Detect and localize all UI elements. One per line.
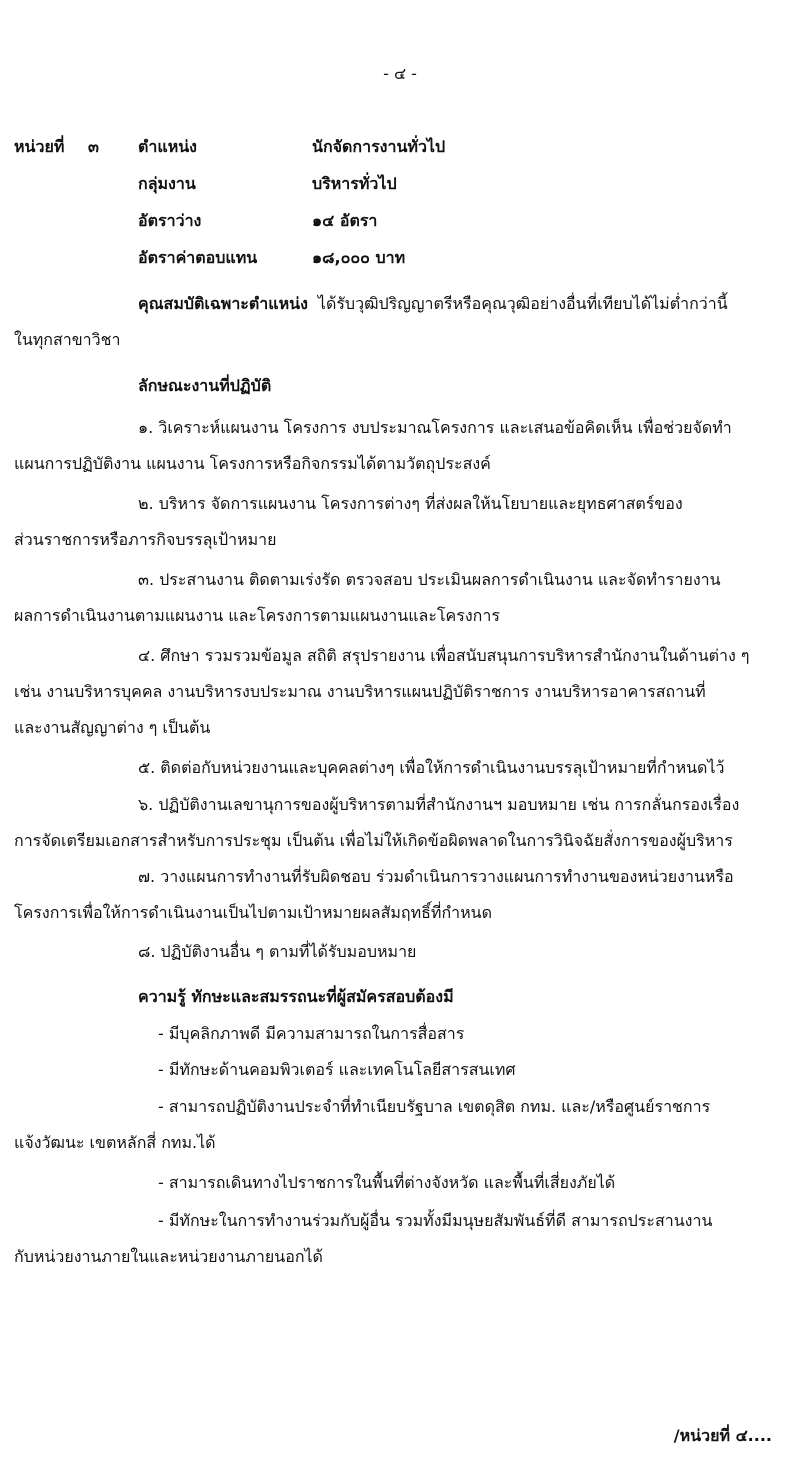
- vacancy-label: อัตราว่าง: [138, 211, 202, 230]
- duty-line: ๕. ติดต่อกับหน่วยงานและบุคคลต่างๆ เพื่อให้การดำเนินงานบรรลุเป้าหมายที่กำหนดไว้: [138, 758, 725, 777]
- duty-line: และงานสัญญาต่าง ๆ เป็นต้น: [14, 718, 211, 737]
- qualification-text: ได้รับวุฒิปริญญาตรีหรือคุณวุฒิอย่างอื่นที่เทียบได้ไม่ต่ำกว่านี้: [317, 294, 728, 313]
- next-page-marker: /หน่วยที่ ๔....: [673, 1426, 772, 1445]
- duty-line: ๘. ปฏิบัติงานอื่น ๆ ตามที่ได้รับมอบหมาย: [138, 942, 417, 961]
- skill-line: - มีทักษะในการทำงานร่วมกับผู้อื่น รวมทั้งมีมนุษยสัมพันธ์ที่ดี สามารถประสานงาน: [158, 1211, 713, 1230]
- duty-line: ๔. ศึกษา รวมรวมข้อมูล สถิติ สรุปรายงาน เพื่อสนับสนุนการบริหารสำนักงานในด้านต่าง ๆ: [138, 646, 750, 665]
- position-value: นักจัดการงานทั่วไป: [312, 137, 446, 156]
- group-label: กลุ่มงาน: [138, 174, 196, 193]
- qualification-line-2: ในทุกสาขาวิชา: [14, 330, 121, 349]
- skill-line: - มีทักษะด้านคอมพิวเตอร์ และเทคโนโลยีสารสนเทศ: [158, 1060, 516, 1079]
- group-value: บริหารทั่วไป: [312, 174, 397, 193]
- salary-label: อัตราค่าตอบแทน: [138, 248, 258, 267]
- duty-line: ๒. บริหาร จัดการแผนงาน โครงการต่างๆ ที่ส่งผลให้นโยบายและยุทธศาสตร์ของ: [138, 494, 683, 513]
- qualification-line-1: [138, 292, 790, 316]
- salary-value: ๑๘,๐๐๐ บาท: [312, 248, 406, 267]
- duty-line: เช่น งานบริหารบุคคล งานบริหารงบประมาณ งานบริหารแผนปฏิบัติราชการ งานบริหารอาคารสถานที่: [14, 682, 706, 701]
- duty-line: ผลการดำเนินงานตามแผนงาน และโครงการตามแผนงานและโครงการ: [14, 606, 500, 625]
- duty-line: ส่วนราชการหรือภารกิจบรรลุเป้าหมาย: [14, 530, 277, 549]
- duty-line: การจัดเตรียมเอกสารสำหรับการประชุม เป็นต้น เพื่อไม่ให้เกิดข้อผิดพลาดในการวินิจฉัยสั่งการของผู้บริหาร: [14, 831, 733, 850]
- duties-heading: ลักษณะงานที่ปฏิบัติ: [138, 376, 272, 395]
- duty-line: ๖. ปฏิบัติงานเลขานุการของผู้บริหารตามที่สำนักงานฯ มอบหมาย เช่น การกลั่นกรองเรื่อง: [138, 795, 740, 814]
- unit-label: หน่วยที่: [14, 137, 65, 156]
- skills-heading: ความรู้ ทักษะและสมรรถนะที่ผู้สมัครสอบต้องมี: [138, 987, 454, 1006]
- qualification-label: คุณสมบัติเฉพาะตำแหน่ง: [138, 294, 308, 313]
- duty-line: ๓. ประสานงาน ติดตามเร่งรัด ตรวจสอบ ประเมินผลการดำเนินงาน และจัดทำรายงาน: [138, 570, 721, 589]
- duty-line: แผนการปฏิบัติงาน แผนงาน โครงการหรือกิจกรรมได้ตามวัตถุประสงค์: [14, 454, 491, 473]
- skill-line: - สามารถเดินทางไปราชการในพื้นที่ต่างจังหวัด และพื้นที่เสี่ยงภัยได้: [158, 1173, 616, 1192]
- skill-line: - มีบุคลิกภาพดี มีความสามารถในการสื่อสาร: [158, 1024, 465, 1043]
- page-number: - ๔ -: [383, 64, 417, 83]
- duty-line: โครงการเพื่อให้การดำเนินงานเป็นไปตามเป้าหมายผลสัมฤทธิ์ที่กำหนด: [14, 903, 493, 922]
- duty-line: ๗. วางแผนการทำงานที่รับผิดชอบ ร่วมดำเนินการวางแผนการทำงานของหน่วยงานหรือ: [138, 867, 734, 886]
- duty-line: ๑. วิเคราะห์แผนงาน โครงการ งบประมาณโครงการ และเสนอข้อคิดเห็น เพื่อช่วยจัดทำ: [138, 418, 732, 437]
- skill-line: - สามารถปฏิบัติงานประจำที่ทำเนียบรัฐบาล เขตดุสิต กทม. และ/หรือศูนย์ราชการ: [158, 1097, 711, 1116]
- skill-line: กับหน่วยงานภายในและหน่วยงานภายนอกได้: [14, 1247, 323, 1266]
- vacancy-value: ๑๔ อัตรา: [312, 211, 378, 230]
- skill-line: แจ้งวัฒนะ เขตหลักสี่ กทม.ได้: [14, 1133, 216, 1152]
- unit-number: ๓: [88, 137, 99, 156]
- position-label: ตำแหน่ง: [138, 137, 197, 156]
